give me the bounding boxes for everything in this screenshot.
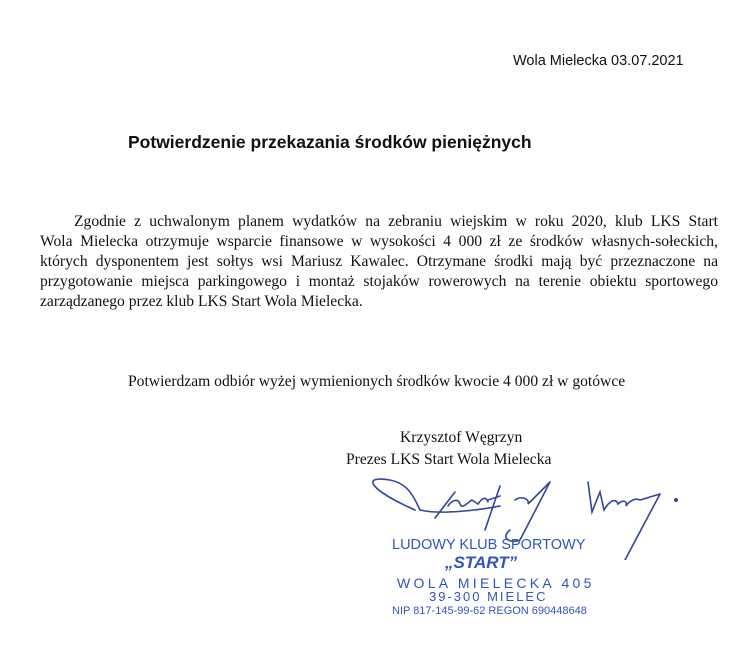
- confirmation-statement: Potwierdzam odbiór wyżej wymienionych środków kwocie 4 000 zł w gotówce: [128, 373, 626, 390]
- stamp-club-short: „START”: [445, 553, 518, 572]
- stamp-address: WOLA MIELECKA 405: [397, 575, 595, 591]
- stamp-postcode: 39-300 MIELEC: [429, 589, 548, 604]
- signatory-name: Krzysztof Węgrzyn: [400, 429, 523, 446]
- document-title: Potwierdzenie przekazania środków pieniężnych: [128, 132, 532, 152]
- body-line: których dysponentem jest sołtys wsi Mariusz Kawalec. Otrzymane środki mają być przeznaczone na: [40, 253, 718, 270]
- body-line: Zgodnie z uchwalonym planem wydatków na zebraniu wiejskim w roku 2020, klub LKS Start: [74, 213, 718, 230]
- body-line: zarządzanego przez klub LKS Start Wola Mielecka.: [40, 293, 363, 310]
- signatory-role: Prezes LKS Start Wola Mielecka: [346, 451, 552, 468]
- body-line: Wola Mielecka otrzymuje wsparcie finansowe w wysokości 4 000 zł ze środków własnych-sołeckich,: [40, 233, 718, 250]
- body-line: przygotowanie miejsca parkingowego i montaż stojaków rowerowych na terenie obiektu sportowego: [40, 273, 718, 290]
- document-date: Wola Mielecka 03.07.2021: [513, 53, 684, 69]
- document-body: [40, 212, 718, 312]
- stamp-tax-ids: NIP 817-145-99-62 REGON 690448648: [392, 605, 587, 617]
- stamp-club-name: LUDOWY KLUB SPORTOWY: [392, 537, 586, 553]
